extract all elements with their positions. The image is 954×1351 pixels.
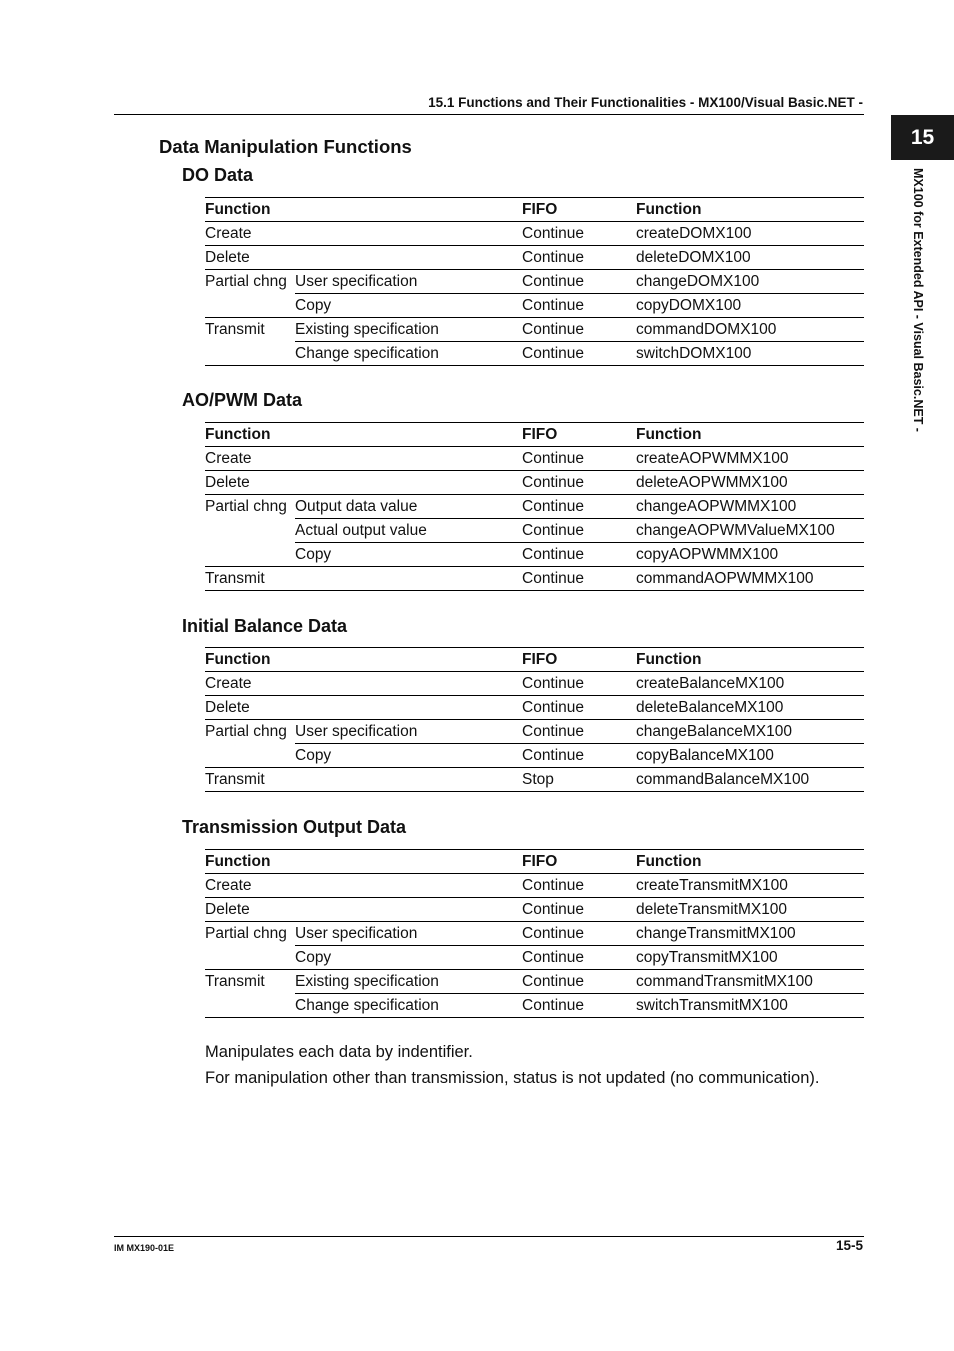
function-name-cell: deleteBalanceMX100 [636,696,864,720]
fifo-cell: Continue [522,994,636,1018]
table-row [205,495,864,519]
fifo-cell: Continue [522,449,585,467]
fifo-cell: Continue [522,294,636,318]
sub-function-cell: Copy [295,744,522,768]
function-name-cell: createTransmitMX100 [636,876,788,894]
sub-function-cell: Actual output value [295,519,522,543]
col-header-function: Function [205,852,271,870]
col-header-fifo: FIFO [522,200,558,218]
sub-function-cell [295,672,522,696]
fifo-cell: Continue [522,898,636,922]
col-header-function-name: Function [636,852,702,870]
ao-pwm-data-table [205,422,864,591]
table-row [205,874,864,898]
table-row [205,342,864,366]
function-name-cell: copyAOPWMMX100 [636,543,864,567]
function-group-cell: Transmit [205,567,295,591]
function-group-cell [205,744,295,768]
col-header-fifo: FIFO [522,650,558,668]
function-name-cell: deleteDOMX100 [636,246,864,270]
fifo-cell: Continue [522,720,636,744]
sub-function-cell [295,567,522,591]
table-row [205,768,864,792]
function-group-cell: Transmit [205,768,295,792]
sub-function-cell: Output data value [295,495,522,519]
function-name-cell: changeDOMX100 [636,270,864,294]
function-name-cell: deleteAOPWMMX100 [636,471,864,495]
function-group-cell [205,519,295,543]
table-header-row [205,423,864,447]
col-header-function: Function [205,200,271,218]
table-row [205,543,864,567]
fifo-cell: Continue [522,567,636,591]
fifo-cell: Continue [522,270,636,294]
function-name-cell: commandTransmitMX100 [636,970,864,994]
table-row [205,922,864,946]
fifo-cell: Continue [522,471,636,495]
table-header-row [205,850,864,874]
col-header-function: Function [205,425,271,443]
footer-rule [114,1236,864,1237]
table-row [205,318,864,342]
col-header-fifo: FIFO [522,425,558,443]
sub-function-cell [295,696,522,720]
fifo-cell: Continue [522,519,636,543]
sub-function-cell [295,768,522,792]
sub-function-cell: Change specification [295,994,522,1018]
sub-function-cell: Change specification [295,342,522,366]
fifo-cell: Continue [522,495,636,519]
function-name-cell: createBalanceMX100 [636,674,785,692]
function-group-cell [205,994,295,1018]
sub-function-cell [295,874,522,898]
sub-function-cell: User specification [295,922,522,946]
table-title-do-data: DO Data [182,165,254,185]
function-group-cell [205,946,295,970]
sub-function-cell: Existing specification [295,970,522,994]
table-row [205,519,864,543]
transmission-output-data-table [205,849,864,1018]
fifo-cell: Continue [522,922,636,946]
col-header-function-name: Function [636,425,702,443]
fifo-cell: Continue [522,543,636,567]
function-name-cell: deleteTransmitMX100 [636,898,864,922]
function-name-cell: copyTransmitMX100 [636,946,864,970]
fifo-cell: Continue [522,246,636,270]
fifo-cell: Continue [522,696,636,720]
table-row [205,696,864,720]
table-title-initial-balance-data: Initial Balance Data [182,616,348,636]
table-row [205,270,864,294]
table-row [205,946,864,970]
sub-function-cell: Existing specification [295,318,522,342]
function-name-cell: createAOPWMMX100 [636,449,789,467]
function-name-cell: changeBalanceMX100 [636,720,864,744]
table-row [205,447,864,471]
function-group-cell [205,543,295,567]
function-group-cell [205,294,295,318]
fifo-cell: Continue [522,946,636,970]
function-name-cell: switchDOMX100 [636,342,864,366]
fifo-cell: Continue [522,224,585,242]
function-name-cell: commandBalanceMX100 [636,768,864,792]
col-header-function-name: Function [636,650,702,668]
table-row [205,720,864,744]
fifo-cell: Stop [522,768,636,792]
function-group-cell: Delete [205,246,295,270]
fifo-cell: Continue [522,318,636,342]
function-group-cell: Create [205,876,252,894]
function-name-cell: changeTransmitMX100 [636,922,864,946]
fifo-cell: Continue [522,674,585,692]
chapter-tab: 15 [891,115,954,160]
running-head: 15.1 Functions and Their Functionalities - MX100/Visual Basic.NET - [428,95,863,110]
sub-function-cell: Copy [295,543,522,567]
table-row [205,294,864,318]
function-group-cell: Transmit [205,970,295,994]
function-name-cell: commandDOMX100 [636,318,864,342]
col-header-fifo: FIFO [522,852,558,870]
function-group-cell: Partial chng [205,720,295,744]
fifo-cell: Continue [522,970,636,994]
function-group-cell: Transmit [205,318,295,342]
sub-function-cell: Copy [295,294,522,318]
sub-function-cell [295,246,522,270]
table-row [205,898,864,922]
function-name-cell: copyBalanceMX100 [636,744,864,768]
function-name-cell: commandAOPWMMX100 [636,567,864,591]
function-group-cell: Create [205,674,252,692]
col-header-function-name: Function [636,200,702,218]
table-title-ao-pwm-data: AO/PWM Data [182,390,303,410]
note-text: For manipulation other than transmission, status is not updated (no communication). [205,1069,820,1087]
sub-function-cell [295,471,522,495]
table-row [205,246,864,270]
table-header-row [205,198,864,222]
initial-balance-data-table [205,647,864,792]
function-name-cell: changeAOPWMValueMX100 [636,519,864,543]
sub-function-cell [295,447,522,471]
page-number: 15-5 [835,1238,863,1253]
header-rule [114,114,864,115]
table-row [205,672,864,696]
doc-id: IM MX190-01E [114,1243,175,1253]
note-text: Manipulates each data by indentifier. [205,1043,473,1061]
function-group-cell: Delete [205,898,295,922]
sub-function-cell: User specification [295,720,522,744]
sub-function-cell [295,898,522,922]
col-header-function: Function [205,650,271,668]
table-row [205,970,864,994]
section-title: Data Manipulation Functions [159,136,412,157]
sub-function-cell: User specification [295,270,522,294]
sub-function-cell: Copy [295,946,522,970]
table-title-transmission-output-data: Transmission Output Data [182,817,407,837]
sub-function-cell [295,222,522,246]
do-data-table [205,197,864,366]
function-group-cell: Delete [205,471,295,495]
side-title: MX100 for Extended API - Visual Basic.NET - [911,168,925,432]
fifo-cell: Continue [522,342,636,366]
fifo-cell: Continue [522,744,636,768]
function-group-cell: Create [205,449,252,467]
table-header-row [205,648,864,672]
table-row [205,471,864,495]
function-name-cell: switchTransmitMX100 [636,994,864,1018]
function-name-cell: changeAOPWMMX100 [636,495,864,519]
table-row [205,994,864,1018]
function-name-cell: copyDOMX100 [636,294,864,318]
table-row [205,567,864,591]
function-group-cell: Partial chng [205,922,295,946]
function-group-cell: Partial chng [205,495,295,519]
fifo-cell: Continue [522,876,585,894]
table-row [205,222,864,246]
function-group-cell: Create [205,224,252,242]
function-group-cell [205,342,295,366]
function-group-cell: Partial chng [205,270,295,294]
function-name-cell: createDOMX100 [636,224,752,242]
table-row [205,744,864,768]
function-group-cell: Delete [205,696,295,720]
